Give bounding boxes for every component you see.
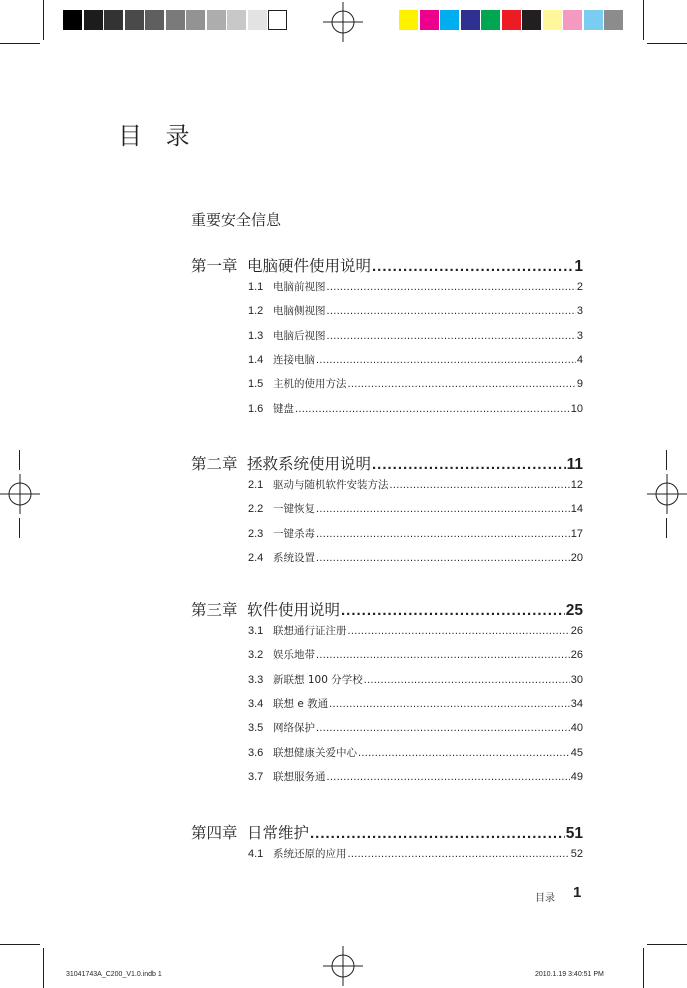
toc-entry[interactable]: [248, 672, 583, 688]
entry-page: 45: [570, 746, 583, 759]
toc-entry[interactable]: [248, 328, 583, 344]
entry-number: 3.1: [248, 625, 264, 637]
gray-swatch: [227, 10, 246, 30]
registration-mark-icon: [323, 2, 363, 42]
entry-page: 49: [570, 770, 583, 783]
entry-title: 驱动与随机软件安装方法: [273, 479, 389, 491]
entry-number: 3.3: [248, 673, 264, 686]
color-swatch: [522, 10, 541, 30]
entry-number: 3.2: [248, 649, 264, 662]
dot-leader: [316, 528, 570, 540]
toc-entry[interactable]: [248, 846, 583, 862]
side-tick: [666, 518, 667, 538]
chapter-page: 25: [565, 602, 583, 619]
dot-leader: [295, 403, 570, 415]
entry-number: 1.6: [248, 402, 264, 415]
dot-leader: [348, 625, 570, 637]
color-swatch: [481, 10, 500, 30]
entry-title: 系统设置: [273, 551, 315, 564]
entry-number: 1.5: [248, 378, 264, 391]
toc-chapter[interactable]: [191, 821, 583, 843]
side-tick: [19, 518, 20, 538]
entry-number: 1.1: [248, 281, 264, 293]
entry-page: 12: [570, 479, 583, 491]
entry-title: 电脑前视图: [273, 281, 326, 293]
entry-number: 1.3: [248, 329, 264, 342]
entry-page: 3: [576, 329, 583, 342]
color-swatch: [420, 10, 439, 30]
gray-swatch: [186, 10, 205, 30]
entry-number: 3.7: [248, 770, 264, 783]
color-swatch: [502, 10, 521, 30]
entry-page: 26: [570, 649, 583, 662]
registration-mark-icon: [0, 474, 40, 514]
entry-title: 电脑侧视图: [273, 305, 326, 318]
color-swatch: [563, 10, 582, 30]
toc-entry[interactable]: [248, 477, 583, 493]
dot-leader: [316, 722, 570, 734]
dot-leader: [316, 354, 576, 366]
chapter-number: 第一章: [191, 257, 238, 275]
toc-entry[interactable]: [248, 279, 583, 295]
chapter-title: 电脑硬件使用说明: [247, 257, 372, 275]
entry-title: 主机的使用方法: [273, 378, 347, 391]
toc-entry[interactable]: [248, 769, 583, 785]
chapter-title: 日常维护: [247, 824, 310, 842]
dot-leader: [364, 674, 570, 686]
dot-leader: [327, 771, 570, 783]
entry-number: 2.3: [248, 527, 264, 540]
toc-chapter[interactable]: [191, 452, 583, 474]
slug-filename: 31041743A_C200_V1.0.indb 1: [66, 971, 162, 978]
dot-leader: [390, 479, 570, 491]
side-tick: [666, 450, 667, 470]
dot-leader: [348, 378, 576, 390]
dot-leader: [316, 649, 570, 661]
entry-title: 一键杀毒: [273, 527, 315, 540]
entry-title: 电脑后视图: [273, 329, 326, 342]
dot-leader: [348, 848, 570, 860]
entry-number: 2.4: [248, 551, 264, 564]
toc-entry[interactable]: [248, 526, 583, 542]
entry-number: 3.5: [248, 722, 264, 735]
toc-entry[interactable]: [248, 303, 583, 319]
color-swatch: [543, 10, 562, 30]
page-title: 目 录: [118, 122, 198, 150]
chapter-number: 第二章: [191, 455, 238, 473]
crop-mark: [0, 43, 40, 44]
dot-leader: [310, 825, 565, 842]
entry-title: 联想健康关爱中心: [273, 746, 357, 759]
gray-swatch: [84, 10, 103, 30]
entry-number: 3.4: [248, 697, 264, 710]
gray-swatch: [104, 10, 123, 30]
chapter-title: 软件使用说明: [247, 601, 341, 619]
entry-number: 3.6: [248, 746, 264, 759]
chapter-page: 51: [565, 825, 583, 842]
chapter-number: 第三章: [191, 601, 238, 619]
entry-page: 26: [570, 625, 583, 637]
dot-leader: [372, 258, 573, 275]
gray-swatch: [63, 10, 82, 30]
crop-mark: [43, 948, 44, 988]
dot-leader: [316, 552, 570, 564]
dot-leader: [341, 602, 565, 619]
color-swatch: [440, 10, 459, 30]
crop-mark: [647, 944, 687, 945]
entry-page: 4: [576, 353, 583, 366]
entry-page: 40: [570, 722, 583, 735]
entry-number: 1.2: [248, 305, 264, 318]
color-swatch: [604, 10, 623, 30]
toc-entry[interactable]: [248, 647, 583, 663]
crop-mark: [0, 944, 40, 945]
toc-entry[interactable]: [248, 623, 583, 639]
toc-chapter[interactable]: [191, 254, 583, 276]
entry-title: 联想通行证注册: [273, 625, 347, 637]
entry-page: 30: [570, 673, 583, 686]
gray-swatch: [145, 10, 164, 30]
color-swatch: [399, 10, 418, 30]
dot-leader: [372, 456, 566, 473]
gray-swatch: [248, 10, 267, 30]
entry-page: 9: [576, 378, 583, 391]
toc-entry[interactable]: [248, 550, 583, 566]
chapter-number: 第四章: [191, 824, 238, 842]
safety-info-heading: 重要安全信息: [191, 211, 282, 229]
entry-title: 联想服务通: [273, 770, 326, 783]
toc-entry[interactable]: [248, 720, 583, 736]
slug-timestamp: 2010.1.19 3:40:51 PM: [535, 971, 604, 978]
dot-leader: [329, 698, 570, 710]
crop-mark: [647, 43, 687, 44]
toc-entry[interactable]: [248, 352, 583, 368]
dot-leader: [327, 281, 576, 293]
chapter-title: 拯救系统使用说明: [247, 455, 372, 473]
entry-number: 2.2: [248, 503, 264, 516]
color-swatch: [461, 10, 480, 30]
crop-mark: [643, 948, 644, 988]
footer-section-label: 目录: [535, 893, 555, 904]
entry-page: 52: [570, 848, 583, 860]
toc-chapter[interactable]: [191, 598, 583, 620]
dot-leader: [327, 305, 576, 317]
entry-page: 3: [576, 305, 583, 318]
toc-entry[interactable]: [248, 501, 583, 517]
entry-page: 10: [570, 402, 583, 415]
gray-swatch: [268, 10, 287, 30]
entry-page: 14: [570, 503, 583, 516]
toc-entry[interactable]: [248, 401, 583, 417]
entry-page: 34: [570, 697, 583, 710]
entry-page: 2: [576, 281, 583, 293]
toc-entry[interactable]: [248, 745, 583, 761]
dot-leader: [358, 747, 570, 759]
entry-number: 1.4: [248, 353, 264, 366]
crop-mark: [643, 0, 644, 40]
entry-title: 网络保护: [273, 722, 315, 735]
entry-title: 一键恢复: [273, 503, 315, 516]
entry-title: 娱乐地带: [273, 649, 315, 662]
gray-swatch: [125, 10, 144, 30]
dot-leader: [327, 330, 576, 342]
gray-swatch: [207, 10, 226, 30]
toc-entry[interactable]: [248, 696, 583, 712]
entry-title: 系统还原的应用: [273, 848, 347, 860]
entry-page: 17: [570, 527, 583, 540]
entry-number: 2.1: [248, 479, 264, 491]
entry-title: 键盘: [273, 402, 294, 415]
chapter-page: 1: [574, 258, 583, 275]
chapter-page: 11: [566, 456, 583, 473]
entry-title: 新联想 100 分学校: [273, 673, 363, 686]
gray-swatch: [166, 10, 185, 30]
dot-leader: [316, 503, 570, 515]
side-tick: [19, 450, 20, 470]
registration-mark-icon: [323, 946, 363, 986]
color-swatch: [584, 10, 603, 30]
entry-number: 4.1: [248, 848, 264, 860]
entry-title: 连接电脑: [273, 353, 315, 366]
toc-entry[interactable]: [248, 376, 583, 392]
footer-page-number: 1: [573, 884, 582, 901]
entry-page: 20: [570, 551, 583, 564]
crop-mark: [43, 0, 44, 40]
registration-mark-icon: [647, 474, 687, 514]
entry-title: 联想 e 教通: [273, 697, 329, 710]
